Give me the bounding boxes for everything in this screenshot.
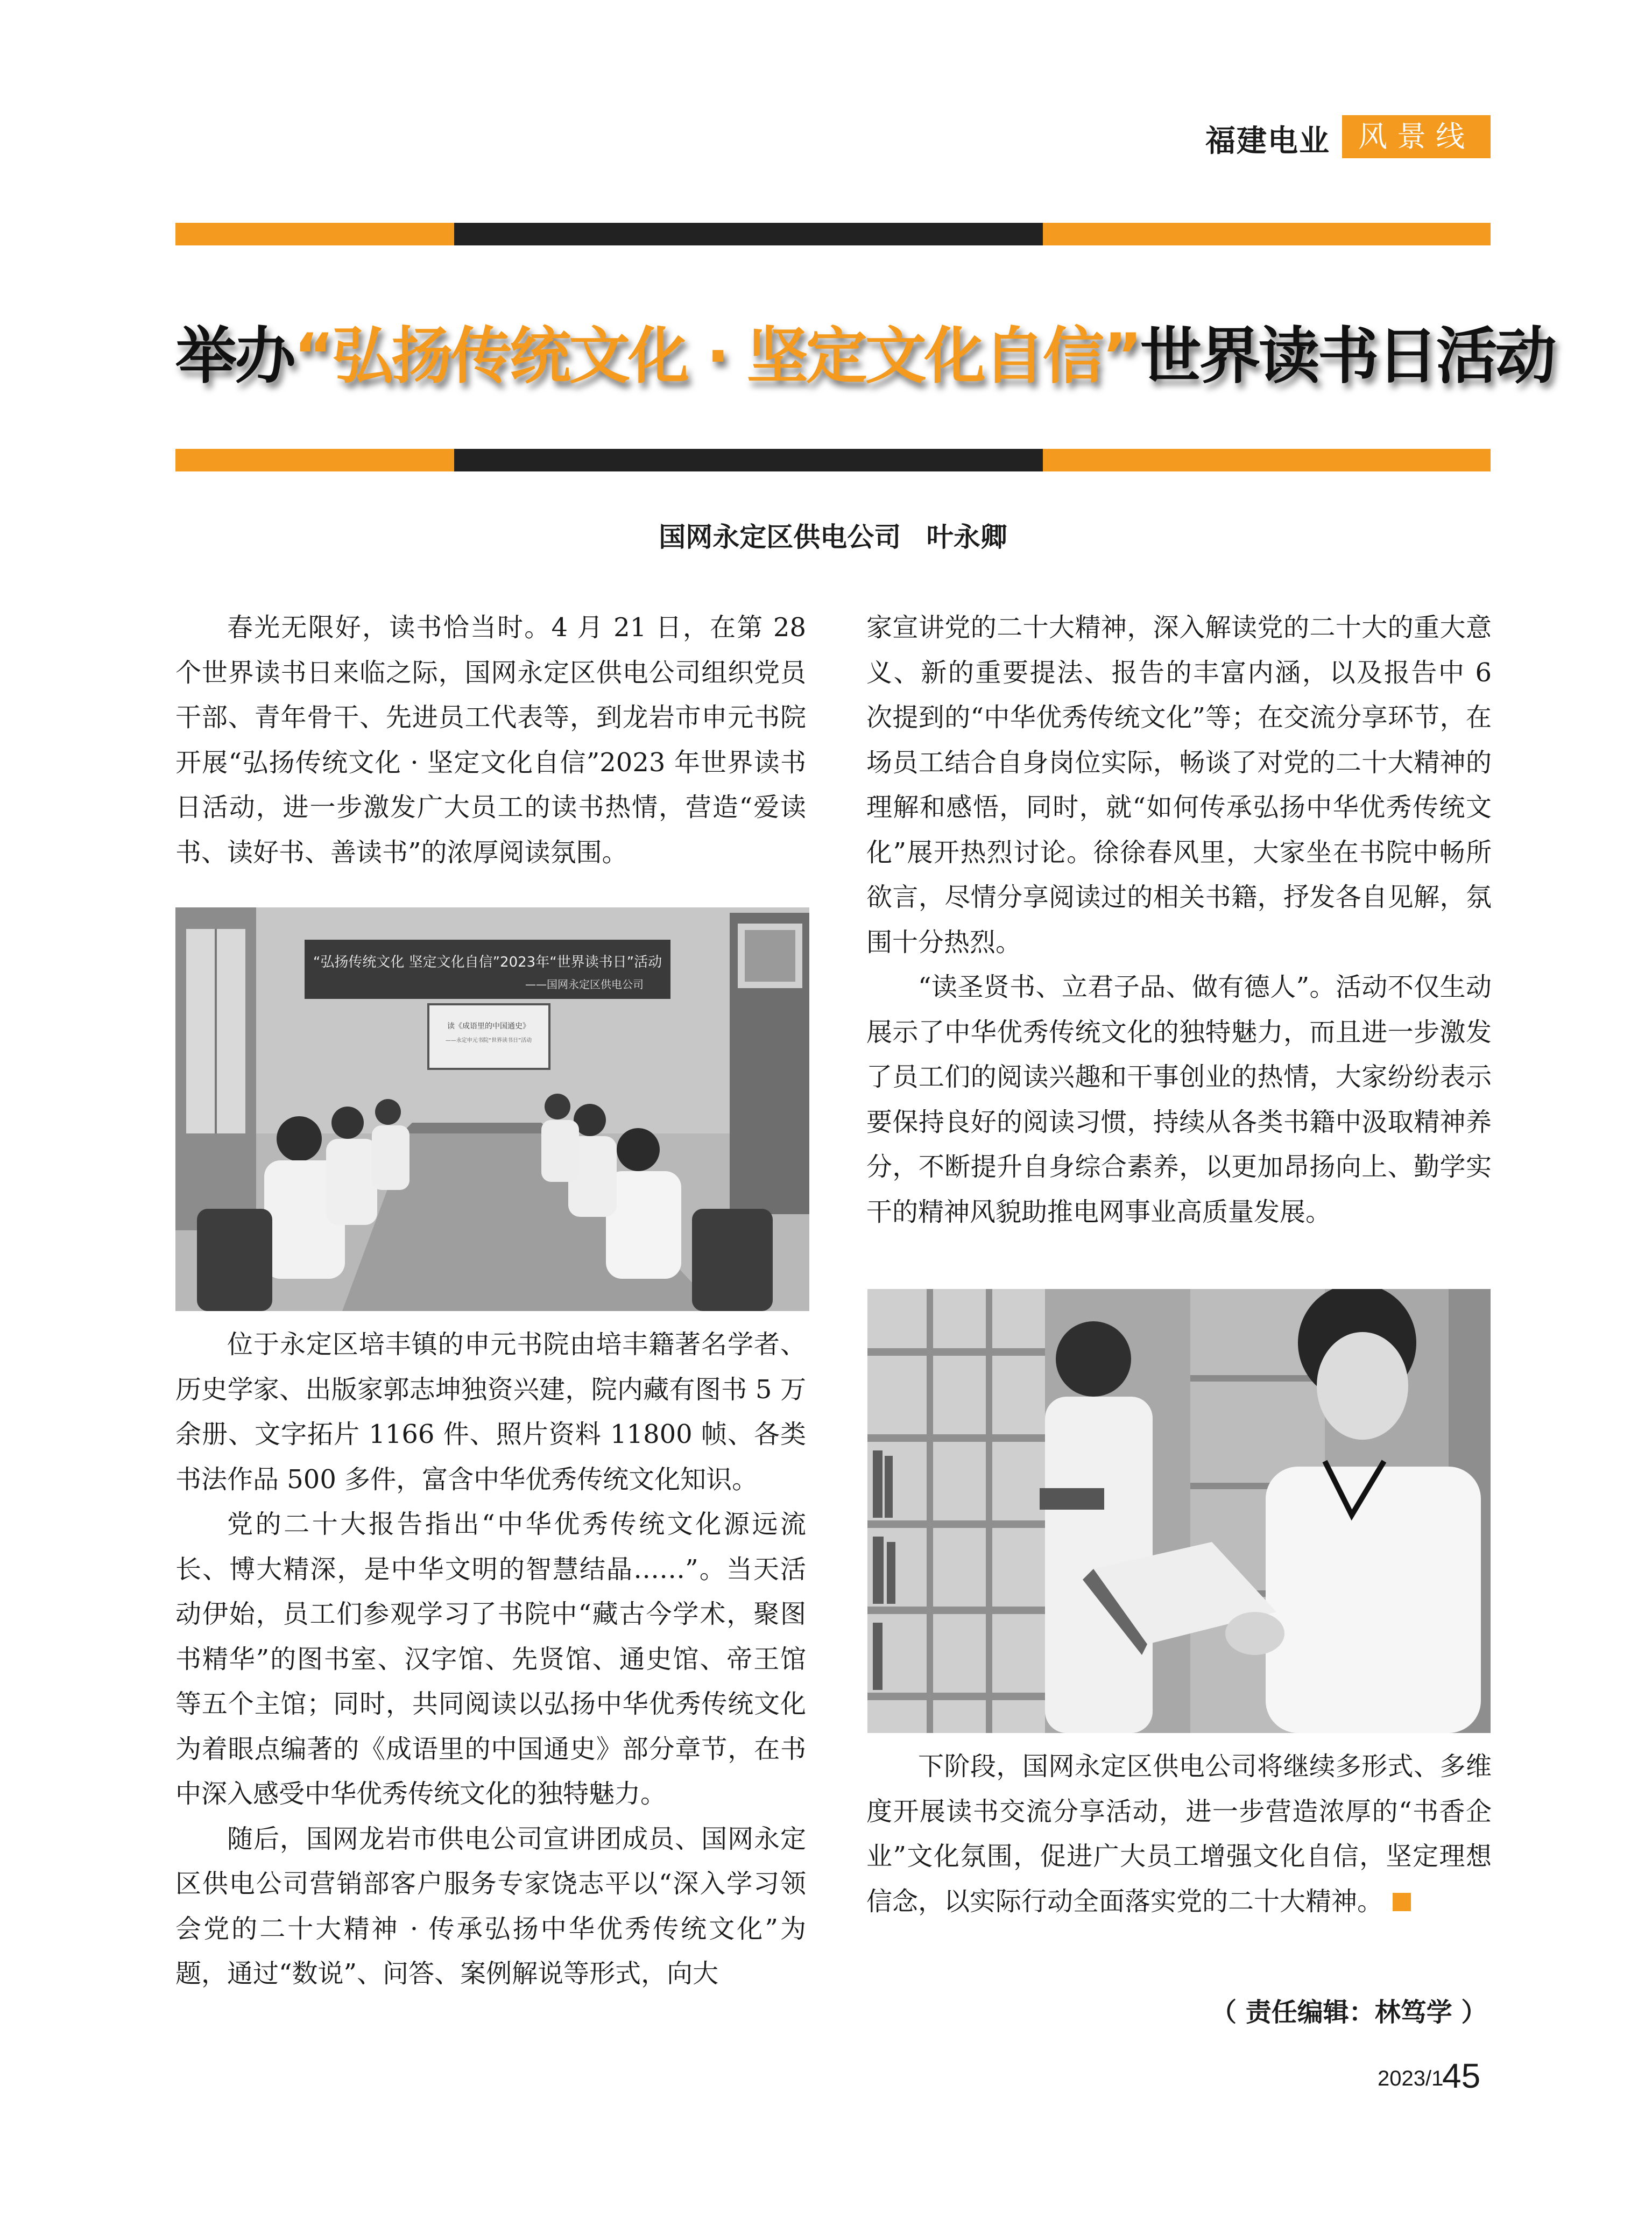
screen-subtitle: ——永定申元书院“世界读书日”活动 [445, 1038, 532, 1044]
right-column-bottom [866, 1744, 1492, 1924]
banner-line2: ——国网永定区供电公司 [525, 978, 644, 991]
section-label: 风景线 [1342, 115, 1491, 158]
closing-text: 下阶段，国网永定区供电公司将继续多形式、多维度开展读书交流分享活动，进一步营造浓厚的“书香企业”文化氛围，促进广大员工增强文化自信，坚定理想信念，以实际行动全面落实党的二十大精神。 [866, 1751, 1492, 1917]
top-stripe [175, 223, 1491, 245]
issue-number: 2023/1 [1378, 2067, 1444, 2090]
paragraph: 党的二十大报告指出“中华优秀传统文化源远流长、博大精深，是中华文明的智慧结晶……”。当天活动伊始，员工们参观学习了书院中“藏古今学术，聚图书精华”的图书室、汉字馆、先贤馆、通史馆、帝王馆等五个主馆；同时，共同阅读以弘扬中华优秀传统文化为着眼点编著的《成语里的中国通史》部分章节，在书中深入感受中华优秀传统文化的独特魅力。 [175, 1509, 806, 1809]
page-number: 45 [1442, 2056, 1481, 2095]
meeting-photo [175, 907, 809, 1311]
editor-credit: （ 责任编辑：林笃学 ） [1211, 1997, 1487, 2027]
paragraph: 春光无限好，读书恰当时。4 月 21 日，在第 28 个世界读书日来临之际，国网永定区供电公司组织党员干部、青年骨干、先进员工代表等，到龙岩市申元书院开展“弘扬传统文化 · 坚定文化自信”2023 年世界读书日活动，进一步激发广大员工的读书热情，营造“爱读书、读好书、善读书”的浓厚阅读氛围。 [175, 612, 806, 868]
paragraph: 位于永定区培丰镇的申元书院由培丰籍著名学者、历史学家、出版家郭志坤独资兴建，院内藏有图书 5 万余册、文字拓片 1166 件、照片资料 11800 帧、各类书法作品 500 多件，富含中华优秀传统文化知识。 [175, 1329, 806, 1495]
paragraph: 家宣讲党的二十大精神，深入解读党的二十大的重大意义、新的重要提法、报告的丰富内涵，以及报告中 6 次提到的“中华优秀传统文化”等；在交流分享环节，在场员工结合自身岗位实际，畅谈了对党的二十大精神的理解和感悟，同时，就“如何传承弘扬中华优秀传统文化”展开热烈讨论。徐徐春风里，大家坐在书院中畅所欲言，尽情分享阅读过的相关书籍，抒发各自见解，氛围十分热烈。 [866, 612, 1492, 957]
library-photo [867, 1289, 1491, 1733]
title-suffix: 世界读书日活动 [1140, 320, 1555, 392]
title-prefix: 举办 [175, 320, 294, 392]
left-column-top [175, 605, 806, 875]
magazine-name: 福建电业 [1205, 124, 1330, 159]
right-column-top [866, 605, 1492, 1235]
title-highlight: “弘扬传统文化 · 坚定文化自信” [294, 320, 1140, 392]
banner-line1: “弘扬传统文化 坚定文化自信”2023年“世界读书日”活动 [313, 954, 662, 970]
end-mark-icon [1393, 1893, 1411, 1911]
paragraph [866, 1744, 1492, 1924]
article-title [175, 307, 1555, 395]
byline: 国网永定区供电公司 叶永卿 [659, 522, 1007, 553]
screen-title: 读《成语里的中国通史》 [447, 1022, 530, 1031]
left-column-bottom [175, 1322, 806, 1997]
bottom-stripe [175, 449, 1491, 471]
paragraph: 随后，国网龙岩市供电公司宣讲团成员、国网永定区供电公司营销部客户服务专家饶志平以“深入学习领会党的二十大精神 · 传承弘扬中华优秀传统文化”为题，通过“数说”、问答、案例解说等形式，向大 [175, 1823, 806, 1989]
paragraph: “读圣贤书、立君子品、做有德人”。活动不仅生动展示了中华优秀传统文化的独特魅力，而且进一步激发了员工们的阅读兴趣和干事创业的热情，大家纷纷表示要保持良好的阅读习惯，持续从各类书籍中汲取精神养分，不断提升自身综合素养，以更加昂扬向上、勤学实干的精神风貌助推电网事业高质量发展。 [866, 972, 1492, 1227]
